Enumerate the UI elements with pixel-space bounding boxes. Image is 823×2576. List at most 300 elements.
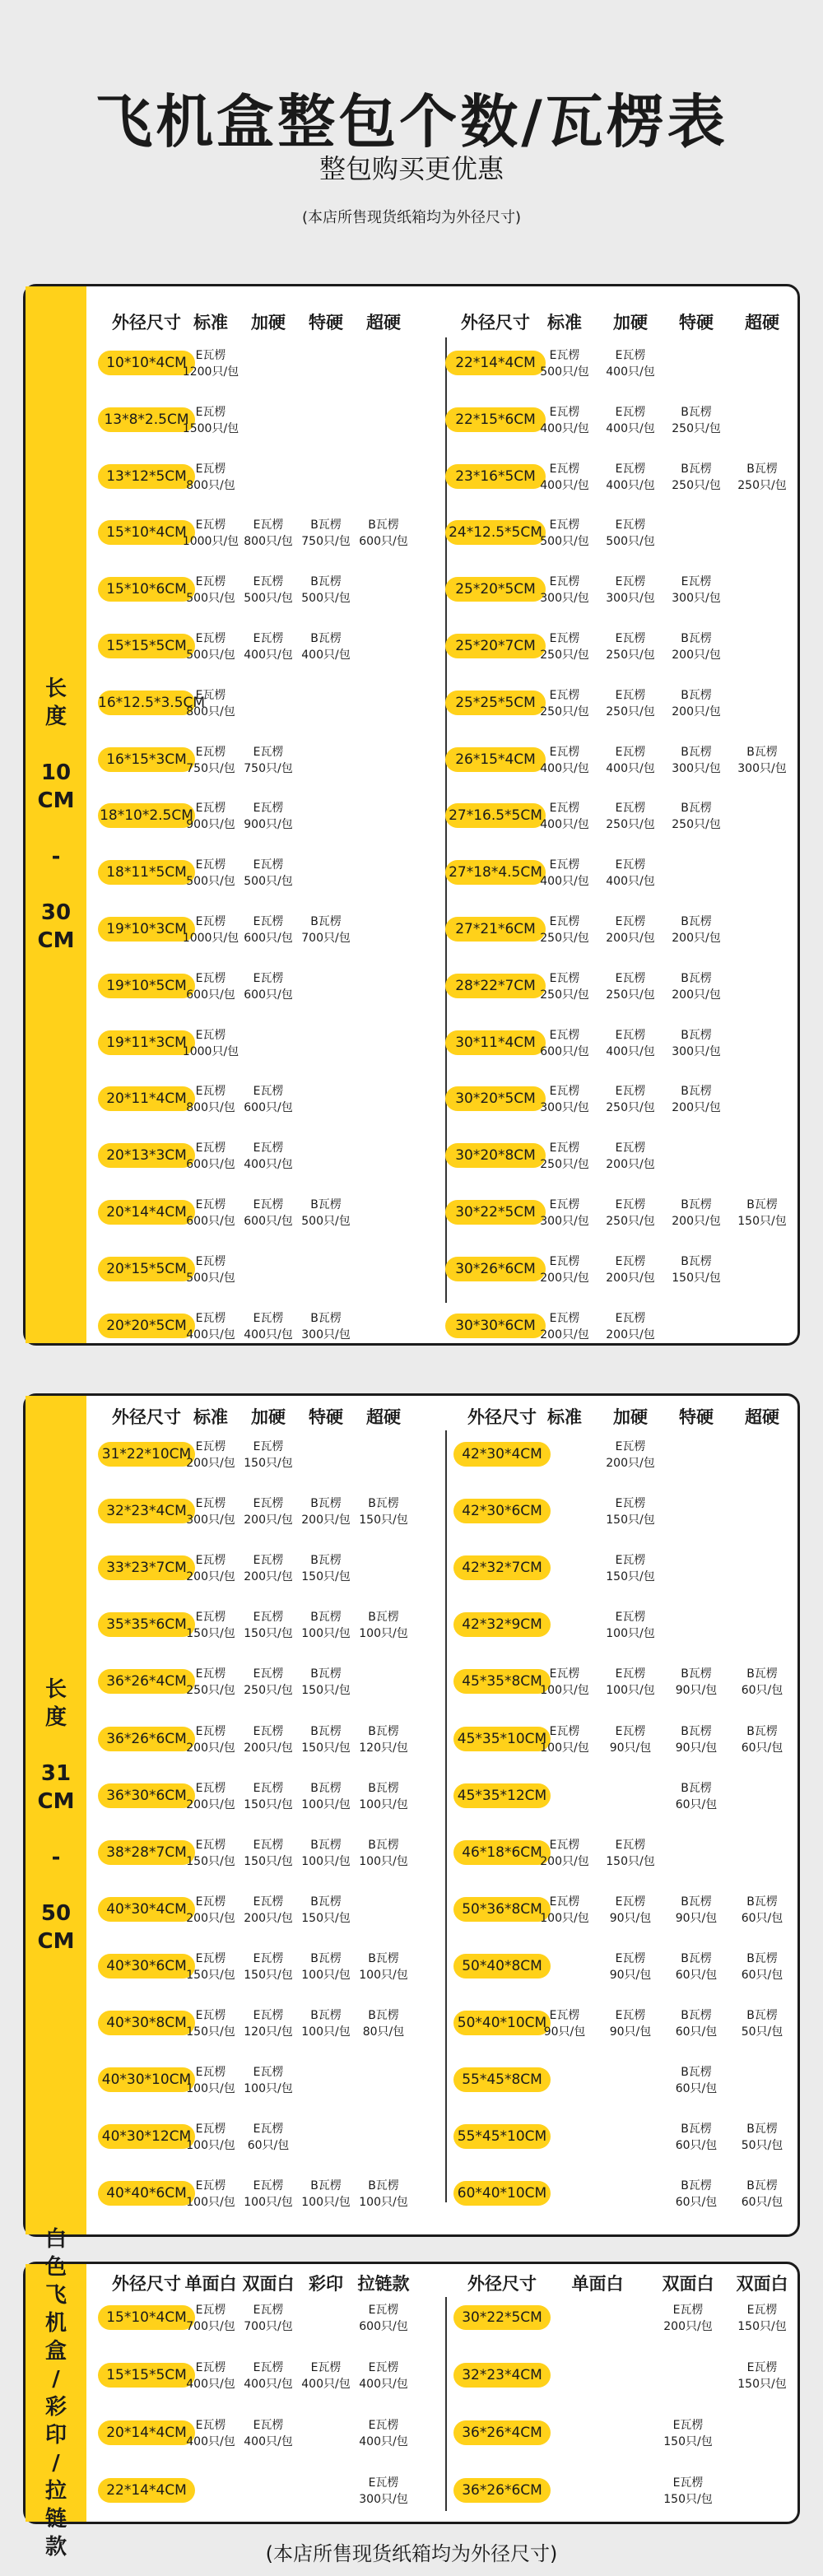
column-divider [445, 2297, 447, 2511]
footer-note: (本店所售现货纸箱均为外径尺寸) [265, 2542, 558, 2565]
corrugation-type: B瓦楞 [746, 2179, 778, 2193]
corrugation-type: E瓦楞 [253, 1724, 284, 1738]
pack-quantity: 500只/包 [540, 365, 589, 379]
spec-cell [238, 1609, 299, 1642]
corrugation-type: E瓦楞 [549, 1198, 580, 1211]
corrugation-type: E瓦楞 [253, 1838, 284, 1852]
size-pill: 13*12*5CM [98, 464, 195, 489]
corrugation-type: B瓦楞 [746, 2009, 778, 2022]
corrugation-type: E瓦楞 [195, 575, 226, 589]
pack-quantity: 200只/包 [186, 1741, 235, 1755]
pack-quantity: 500只/包 [186, 592, 235, 606]
column-header: 特硬 [309, 313, 343, 332]
corrugation-type: E瓦楞 [549, 688, 580, 702]
spec-cell [180, 2302, 241, 2335]
corrugation-type: E瓦楞 [195, 1440, 226, 1453]
spec-cell [534, 857, 595, 890]
size-pill: 40*30*8CM [98, 2011, 195, 2035]
size-pill: 18*10*2.5CM [98, 803, 195, 828]
size-pill: 16*15*3CM [98, 747, 195, 772]
pack-quantity: 1000只/包 [182, 932, 239, 945]
pack-quantity: 600只/包 [186, 1158, 235, 1172]
corrugation-type: E瓦楞 [195, 1724, 226, 1738]
spec-cell [534, 914, 595, 946]
pack-quantity: 600只/包 [359, 2320, 408, 2333]
column-header: 标准 [547, 1407, 582, 1427]
pack-quantity: 700只/包 [186, 2320, 235, 2333]
spec-cell [534, 1310, 595, 1343]
spec-cell [180, 2064, 241, 2097]
spec-cell [180, 687, 241, 720]
corrugation-type: B瓦楞 [310, 1667, 342, 1681]
spec-cell [666, 461, 727, 494]
spec-cell [238, 1666, 299, 1699]
corrugation-type: E瓦楞 [253, 2419, 284, 2432]
corrugation-type: E瓦楞 [615, 2009, 646, 2022]
pack-quantity: 600只/包 [186, 1215, 235, 1228]
corrugation-type: B瓦楞 [310, 1951, 342, 1965]
pack-quantity: 100只/包 [186, 2139, 235, 2153]
pack-quantity: 150只/包 [244, 1457, 293, 1470]
corrugation-type: E瓦楞 [253, 2179, 284, 2193]
spec-cell [295, 574, 356, 607]
pack-quantity: 100只/包 [606, 1627, 655, 1641]
corrugation-type: E瓦楞 [195, 1554, 226, 1568]
corrugation-type: E瓦楞 [615, 1838, 646, 1852]
column-header: 标准 [193, 313, 228, 332]
corrugation-type: E瓦楞 [549, 1838, 580, 1852]
pack-quantity: 400只/包 [359, 2435, 408, 2448]
spec-cell [534, 574, 595, 607]
size-pill: 15*15*5CM [98, 634, 195, 658]
spec-cell [600, 2007, 661, 2040]
pack-quantity: 400只/包 [606, 421, 655, 435]
corrugation-type: E瓦楞 [672, 2476, 704, 2490]
spec-cell [600, 1253, 661, 1286]
pack-quantity: 600只/包 [186, 988, 235, 1002]
corrugation-type: E瓦楞 [195, 2179, 226, 2193]
pack-quantity: 300只/包 [672, 1044, 721, 1058]
corrugation-type: E瓦楞 [195, 1085, 226, 1099]
pack-quantity: 400只/包 [301, 649, 351, 662]
corrugation-type: B瓦楞 [310, 632, 342, 645]
size-note: (本店所售现货纸箱均为外径尺寸) [301, 209, 522, 226]
spec-cell [238, 2417, 299, 2450]
corrugation-type: E瓦楞 [549, 632, 580, 645]
spec-cell [534, 1837, 595, 1870]
size-pill: 30*11*4CM [445, 1030, 546, 1055]
spec-cell [295, 2178, 356, 2211]
spec-cell [353, 1495, 414, 1528]
size-pill: 36*26*6CM [98, 1727, 195, 1751]
pack-quantity: 200只/包 [672, 988, 721, 1002]
corrugation-type: E瓦楞 [549, 349, 580, 362]
corrugation-type: E瓦楞 [253, 1311, 284, 1325]
corrugation-type: E瓦楞 [681, 575, 712, 589]
spec-cell [534, 517, 595, 550]
pack-quantity: 150只/包 [663, 2435, 713, 2448]
pack-quantity: 250只/包 [606, 818, 655, 832]
corrugation-type: E瓦楞 [253, 1198, 284, 1211]
column-header: 加硬 [251, 313, 286, 332]
spec-cell [534, 1140, 595, 1173]
corrugation-type: B瓦楞 [681, 1951, 712, 1965]
corrugation-type: E瓦楞 [195, 745, 226, 759]
pack-quantity: 400只/包 [606, 761, 655, 775]
pack-quantity: 200只/包 [540, 1328, 589, 1341]
spec-cell [180, 1666, 241, 1699]
corrugation-type: E瓦楞 [253, 2123, 284, 2137]
size-pill: 45*35*10CM [453, 1727, 551, 1751]
spec-cell [238, 1894, 299, 1927]
spec-cell [732, 1723, 793, 1756]
pack-quantity: 300只/包 [540, 1215, 589, 1228]
pack-quantity: 60只/包 [741, 1911, 783, 1925]
spec-cell [180, 1495, 241, 1528]
corrugation-type: B瓦楞 [746, 1198, 778, 1211]
pack-quantity: 100只/包 [540, 1684, 589, 1698]
pack-quantity: 150只/包 [606, 1854, 655, 1868]
size-pill: 46*18*6CM [453, 1840, 551, 1865]
corrugation-type: E瓦楞 [615, 1667, 646, 1681]
size-pill: 60*40*10CM [453, 2181, 551, 2206]
pack-quantity: 250只/包 [540, 932, 589, 945]
spec-cell [295, 1780, 356, 1813]
spec-cell [534, 744, 595, 777]
corrugation-type: E瓦楞 [615, 1724, 646, 1738]
pack-quantity: 250只/包 [540, 988, 589, 1002]
pack-quantity: 150只/包 [186, 1968, 235, 1982]
spec-cell [238, 2302, 299, 2335]
spec-cell [666, 687, 727, 720]
pack-quantity: 800只/包 [186, 704, 235, 718]
size-pill: 36*26*4CM [98, 1669, 195, 1694]
size-pill: 26*15*4CM [445, 747, 546, 772]
pack-quantity: 900只/包 [244, 818, 293, 832]
corrugation-type: E瓦楞 [549, 915, 580, 928]
corrugation-type: B瓦楞 [681, 688, 712, 702]
pack-quantity: 800只/包 [244, 535, 293, 549]
size-pill: 19*10*5CM [98, 974, 195, 998]
pack-quantity: 400只/包 [540, 478, 589, 492]
pack-quantity: 400只/包 [186, 2378, 235, 2391]
side-label-bar [26, 2226, 86, 2560]
size-pill: 36*26*6CM [453, 2478, 551, 2503]
size-pill: 40*30*12CM [98, 2124, 195, 2149]
corrugation-type: B瓦楞 [310, 1895, 342, 1909]
column-header: 超硬 [745, 313, 779, 332]
size-pill: 50*40*10CM [453, 2011, 551, 2035]
spec-cell [295, 1723, 356, 1756]
spec-cell [732, 461, 793, 494]
corrugation-type: E瓦楞 [195, 405, 226, 419]
corrugation-type: B瓦楞 [681, 405, 712, 419]
pack-quantity: 1000只/包 [182, 1044, 239, 1058]
spec-cell [180, 970, 241, 1003]
pack-quantity: 400只/包 [244, 2435, 293, 2448]
pack-quantity: 200只/包 [244, 1514, 293, 1527]
spec-cell [180, 1439, 241, 1472]
pack-quantity: 150只/包 [301, 1570, 351, 1584]
corrugation-type: B瓦楞 [681, 2009, 712, 2022]
size-pill: 33*23*7CM [98, 1555, 195, 1580]
pack-quantity: 400只/包 [540, 761, 589, 775]
corrugation-type: E瓦楞 [549, 1895, 580, 1909]
pack-quantity: 100只/包 [359, 2196, 408, 2210]
page-title: 飞机盒整包个数/瓦楞表 [95, 88, 728, 156]
corrugation-type: E瓦楞 [253, 1951, 284, 1965]
corrugation-type: E瓦楞 [615, 1254, 646, 1268]
pack-quantity: 1200只/包 [182, 365, 239, 379]
pack-quantity: 150只/包 [737, 2320, 787, 2333]
pack-quantity: 100只/包 [359, 1627, 408, 1641]
pack-quantity: 750只/包 [186, 761, 235, 775]
pack-quantity: 1500只/包 [182, 421, 239, 435]
spec-cell [238, 2007, 299, 2040]
pack-quantity: 50只/包 [741, 2025, 783, 2039]
spec-cell [666, 574, 727, 607]
column-header: 单面白 [184, 2274, 237, 2294]
spec-cell [180, 630, 241, 663]
spec-cell [534, 1723, 595, 1756]
pack-quantity: 900只/包 [186, 818, 235, 832]
pack-quantity: 150只/包 [186, 2025, 235, 2039]
spec-cell [534, 1894, 595, 1927]
corrugation-type: E瓦楞 [615, 1951, 646, 1965]
spec-cell [600, 1609, 661, 1642]
corrugation-type: B瓦楞 [310, 1838, 342, 1852]
pack-quantity: 700只/包 [244, 2320, 293, 2333]
spec-cell [353, 2360, 414, 2392]
spec-cell [353, 2475, 414, 2508]
corrugation-type: E瓦楞 [615, 632, 646, 645]
pack-quantity: 100只/包 [540, 1911, 589, 1925]
corrugation-type: B瓦楞 [368, 1838, 399, 1852]
corrugation-type: E瓦楞 [549, 858, 580, 872]
pack-quantity: 200只/包 [606, 1158, 655, 1172]
corrugation-type: E瓦楞 [253, 745, 284, 759]
page-subtitle: 整包购买更优惠 [319, 153, 504, 184]
spec-cell [732, 744, 793, 777]
spec-cell [658, 2302, 718, 2335]
size-pill: 36*26*4CM [453, 2420, 551, 2445]
pack-quantity: 400只/包 [186, 1328, 235, 1341]
pack-quantity: 150只/包 [244, 1627, 293, 1641]
pack-quantity: 200只/包 [672, 704, 721, 718]
corrugation-type: E瓦楞 [615, 1554, 646, 1568]
pack-quantity: 250只/包 [244, 1684, 293, 1698]
pack-quantity: 100只/包 [359, 1797, 408, 1811]
corrugation-type: E瓦楞 [310, 2361, 342, 2374]
side-label-bar [26, 1396, 86, 2234]
corrugation-type: E瓦楞 [195, 1311, 226, 1325]
pack-quantity: 400只/包 [301, 2378, 351, 2391]
corrugation-type: E瓦楞 [549, 1142, 580, 1155]
size-pill: 40*30*10CM [98, 2067, 195, 2092]
pack-quantity: 300只/包 [672, 592, 721, 606]
pack-quantity: 250只/包 [540, 704, 589, 718]
corrugation-type: E瓦楞 [368, 2419, 399, 2432]
pack-quantity: 1000只/包 [182, 535, 239, 549]
pack-quantity: 200只/包 [301, 1514, 351, 1527]
spec-cell [534, 1083, 595, 1116]
corrugation-type: E瓦楞 [746, 2361, 778, 2374]
column-header: 拉链款 [357, 2274, 410, 2294]
pack-quantity: 200只/包 [540, 1271, 589, 1285]
spec-cell [180, 1723, 241, 1756]
side-label: 白 色 飞 机 盒 / 彩 印 / 拉 链 款 [44, 2226, 67, 2560]
pack-quantity: 100只/包 [301, 2196, 351, 2210]
size-pill: 50*36*8CM [453, 1897, 551, 1922]
pack-quantity: 150只/包 [244, 1854, 293, 1868]
spec-cell [534, 1027, 595, 1060]
spec-cell [238, 857, 299, 890]
pack-quantity: 100只/包 [301, 1968, 351, 1982]
corrugation-type: E瓦楞 [195, 688, 226, 702]
corrugation-type: E瓦楞 [615, 1198, 646, 1211]
corrugation-type: E瓦楞 [253, 915, 284, 928]
size-pill: 18*11*5CM [98, 860, 195, 885]
spec-cell [180, 1253, 241, 1286]
size-pill: 20*14*4CM [98, 2420, 195, 2445]
pack-quantity: 600只/包 [540, 1044, 589, 1058]
spec-cell [180, 1951, 241, 1983]
spec-cell [600, 1495, 661, 1528]
pack-quantity: 500只/包 [186, 649, 235, 662]
spec-cell [534, 800, 595, 833]
pack-quantity: 750只/包 [244, 761, 293, 775]
column-header: 外径尺寸 [112, 2274, 181, 2294]
corrugation-type: E瓦楞 [253, 575, 284, 589]
size-pill: 32*23*4CM [453, 2363, 551, 2388]
size-pill: 16*12.5*3.5CM [98, 690, 195, 715]
corrugation-type: E瓦楞 [195, 802, 226, 816]
spec-cell [180, 2178, 241, 2211]
corrugation-type: E瓦楞 [549, 1667, 580, 1681]
pack-quantity: 100只/包 [301, 1854, 351, 1868]
pack-quantity: 60只/包 [741, 1968, 783, 1982]
spec-cell [600, 1552, 661, 1585]
corrugation-type: B瓦楞 [368, 1497, 399, 1511]
spec-cell [180, 1140, 241, 1173]
size-pill: 42*32*9CM [453, 1612, 551, 1637]
spec-cell [658, 2475, 718, 2508]
corrugation-type: B瓦楞 [681, 745, 712, 759]
column-header: 标准 [193, 1407, 228, 1427]
pack-quantity: 60只/包 [675, 2025, 718, 2039]
corrugation-type: E瓦楞 [615, 349, 646, 362]
pack-quantity: 500只/包 [244, 875, 293, 889]
corrugation-type: E瓦楞 [195, 1951, 226, 1965]
corrugation-type: B瓦楞 [746, 2123, 778, 2137]
corrugation-type: E瓦楞 [672, 2304, 704, 2317]
pack-quantity: 100只/包 [301, 1627, 351, 1641]
spec-cell [353, 2178, 414, 2211]
spec-cell [534, 461, 595, 494]
pack-quantity: 150只/包 [663, 2493, 713, 2506]
corrugation-type: E瓦楞 [549, 745, 580, 759]
spec-cell [666, 1894, 727, 1927]
corrugation-type: B瓦楞 [681, 1254, 712, 1268]
spec-cell [353, 2007, 414, 2040]
size-pill: 36*30*6CM [98, 1783, 195, 1808]
spec-cell [600, 1083, 661, 1116]
size-pill: 15*10*4CM [98, 520, 195, 545]
size-pill: 22*14*4CM [98, 2478, 195, 2503]
corrugation-type: B瓦楞 [746, 1895, 778, 1909]
corrugation-type: B瓦楞 [368, 518, 399, 532]
spec-cell [600, 687, 661, 720]
section-10-30cm [23, 284, 800, 1346]
pack-quantity: 150只/包 [244, 1968, 293, 1982]
spec-cell [666, 1723, 727, 1756]
side-label: 长 度 10 CM - 30 CM [37, 677, 75, 953]
spec-cell [600, 1837, 661, 1870]
spec-cell [666, 914, 727, 946]
pack-quantity: 100只/包 [301, 1797, 351, 1811]
pack-quantity: 90只/包 [609, 1741, 652, 1755]
spec-cell [353, 2302, 414, 2335]
corrugation-type: E瓦楞 [368, 2304, 399, 2317]
corrugation-type: E瓦楞 [615, 462, 646, 476]
pack-quantity: 150只/包 [186, 1854, 235, 1868]
pack-quantity: 150只/包 [301, 1684, 351, 1698]
pack-quantity: 150只/包 [186, 1627, 235, 1641]
spec-cell [666, 1027, 727, 1060]
pack-quantity: 250只/包 [606, 704, 655, 718]
spec-cell [600, 461, 661, 494]
pack-quantity: 200只/包 [540, 1854, 589, 1868]
pack-quantity: 400只/包 [540, 875, 589, 889]
size-pill: 42*30*6CM [453, 1499, 551, 1523]
spec-cell [732, 2302, 793, 2335]
corrugation-type: B瓦楞 [368, 1951, 399, 1965]
spec-cell [534, 1197, 595, 1230]
corrugation-type: E瓦楞 [549, 1085, 580, 1099]
spec-cell [353, 1780, 414, 1813]
pack-quantity: 60只/包 [675, 1797, 718, 1811]
column-header: 双面白 [662, 2274, 714, 2294]
corrugation-type: B瓦楞 [746, 1724, 778, 1738]
corrugation-type: E瓦楞 [195, 915, 226, 928]
size-pill: 20*11*4CM [98, 1086, 195, 1111]
corrugation-type: E瓦楞 [195, 1838, 226, 1852]
pack-quantity: 150只/包 [244, 1797, 293, 1811]
spec-cell [295, 1197, 356, 1230]
pack-quantity: 250只/包 [672, 421, 721, 435]
pack-quantity: 100只/包 [186, 2196, 235, 2210]
corrugation-type: E瓦楞 [615, 1611, 646, 1625]
corrugation-type: E瓦楞 [253, 1895, 284, 1909]
corrugation-type: B瓦楞 [310, 1198, 342, 1211]
corrugation-type: E瓦楞 [368, 2476, 399, 2490]
pack-quantity: 400只/包 [359, 2378, 408, 2391]
side-label: 长 度 31 CM - 50 CM [37, 1676, 75, 1954]
spec-cell [353, 1609, 414, 1642]
size-pill: 30*20*8CM [445, 1143, 546, 1168]
column-header: 特硬 [679, 313, 714, 332]
corrugation-type: E瓦楞 [615, 858, 646, 872]
spec-cell [666, 1197, 727, 1230]
corrugation-type: B瓦楞 [310, 1311, 342, 1325]
pack-quantity: 200只/包 [663, 2320, 713, 2333]
spec-cell [600, 800, 661, 833]
size-pill: 15*10*4CM [98, 2305, 195, 2330]
corrugation-type: B瓦楞 [746, 1951, 778, 1965]
corrugation-type: E瓦楞 [253, 2009, 284, 2022]
pack-quantity: 400只/包 [186, 2435, 235, 2448]
corrugation-type: B瓦楞 [746, 745, 778, 759]
